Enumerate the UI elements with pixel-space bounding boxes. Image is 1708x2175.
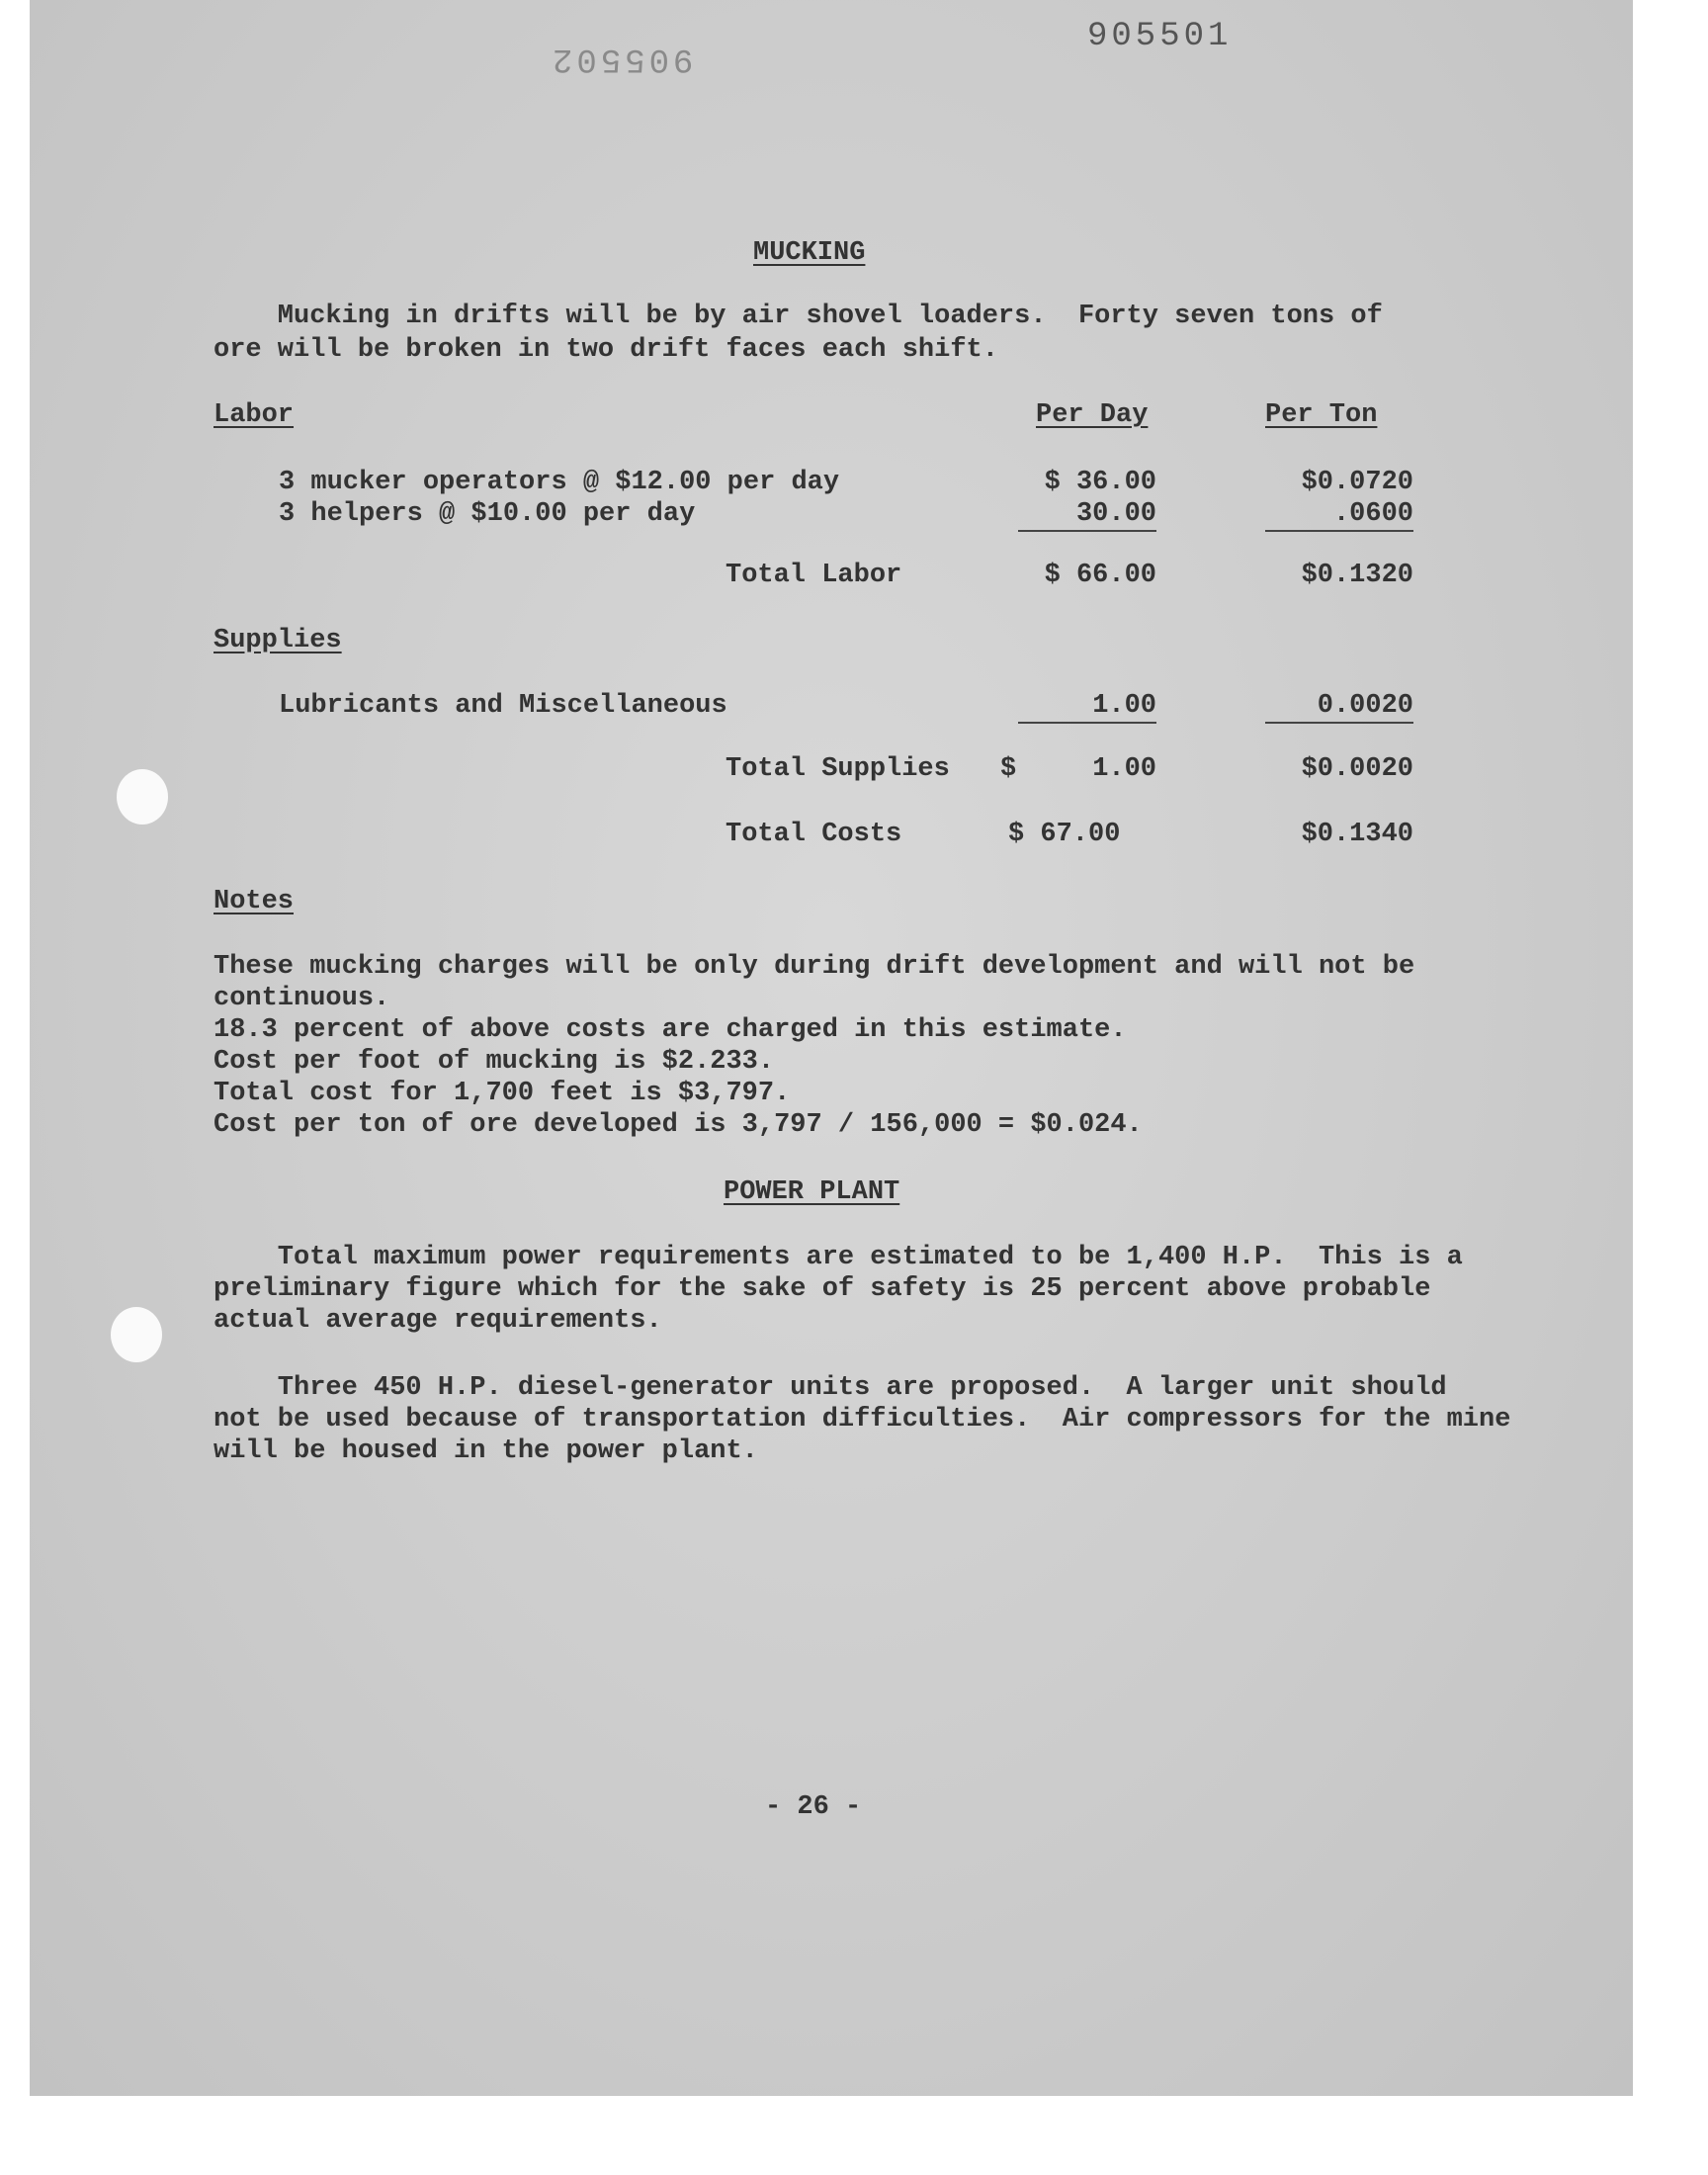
punch-hole bbox=[117, 769, 168, 825]
power-para2-line: not be used because of transportation difficulties. Air compressors for the mine bbox=[214, 1405, 1511, 1435]
power-para2-line: will be housed in the power plant. bbox=[214, 1436, 758, 1466]
punch-hole bbox=[111, 1307, 162, 1362]
labor-row-per-ton: $0.0720 bbox=[1301, 468, 1413, 497]
labor-row-per-day: 30.00 bbox=[1075, 499, 1156, 529]
note-line: continuous. bbox=[214, 984, 390, 1013]
power-para1-line: preliminary figure which for the sake of safety is 25 percent above probable bbox=[214, 1274, 1431, 1304]
document-number: 905501 bbox=[1087, 18, 1233, 55]
subtotal-rule bbox=[1265, 530, 1413, 532]
column-per-day: Per Day bbox=[1036, 400, 1149, 430]
intro-line-1: Mucking in drifts will be by air shovel loaders. Forty seven tons of bbox=[214, 302, 1383, 331]
power-para1-line: actual average requirements. bbox=[214, 1306, 662, 1336]
labor-row-per-day: $ 36.00 bbox=[1044, 468, 1156, 497]
column-per-ton: Per Ton bbox=[1265, 400, 1378, 430]
document-page bbox=[30, 0, 1633, 2096]
note-line: Cost per ton of ore developed is 3,797 / 156,000 = $0.024. bbox=[214, 1110, 1143, 1140]
total-costs-per-day: $ 67.00 bbox=[1008, 820, 1121, 849]
note-line: These mucking charges will be only during drift development and will not be bbox=[214, 952, 1415, 982]
page-number: - 26 - bbox=[765, 1792, 862, 1822]
supplies-row-per-ton: 0.0020 bbox=[1317, 691, 1413, 721]
labor-row-desc: 3 mucker operators @ $12.00 per day bbox=[279, 468, 840, 497]
notes-heading: Notes bbox=[214, 887, 295, 916]
power-para1-line: Total maximum power requirements are estimated to be 1,400 H.P. This is a bbox=[214, 1243, 1463, 1272]
section-title-power-plant: POWER PLANT bbox=[724, 1177, 900, 1207]
total-supplies-per-day: 1.00 bbox=[1092, 754, 1156, 784]
total-labor-label: Total Labor bbox=[726, 561, 902, 590]
section-title-mucking: MUCKING bbox=[753, 238, 866, 268]
total-supplies-per-ton: $0.0020 bbox=[1301, 754, 1413, 784]
power-para2-line: Three 450 H.P. diesel-generator units are proposed. A larger unit should bbox=[214, 1373, 1447, 1403]
supplies-row-per-day: 1.00 bbox=[1092, 691, 1156, 721]
supplies-heading: Supplies bbox=[214, 626, 342, 655]
total-supplies-label: Total Supplies bbox=[726, 754, 950, 784]
intro-line-2: ore will be broken in two drift faces each shift. bbox=[214, 335, 998, 365]
note-line: Cost per foot of mucking is $2.233. bbox=[214, 1047, 775, 1077]
total-labor-per-day: $ 66.00 bbox=[1044, 561, 1156, 590]
subtotal-rule bbox=[1018, 722, 1156, 724]
total-supplies-currency: $ bbox=[1000, 754, 1017, 784]
note-line: Total cost for 1,700 feet is $3,797. bbox=[214, 1079, 791, 1108]
subtotal-rule bbox=[1265, 722, 1413, 724]
labor-row-per-ton: .0600 bbox=[1332, 499, 1413, 529]
labor-heading: Labor bbox=[214, 400, 295, 430]
labor-row-desc: 3 helpers @ $10.00 per day bbox=[279, 499, 696, 529]
total-costs-per-ton: $0.1340 bbox=[1301, 820, 1413, 849]
total-labor-per-ton: $0.1320 bbox=[1301, 561, 1413, 590]
supplies-row-desc: Lubricants and Miscellaneous bbox=[279, 691, 727, 721]
note-line: 18.3 percent of above costs are charged in this estimate. bbox=[214, 1015, 1127, 1045]
subtotal-rule bbox=[1018, 530, 1156, 532]
total-costs-label: Total Costs bbox=[726, 820, 902, 849]
document-number-bleedthrough: 905502 bbox=[549, 40, 694, 77]
